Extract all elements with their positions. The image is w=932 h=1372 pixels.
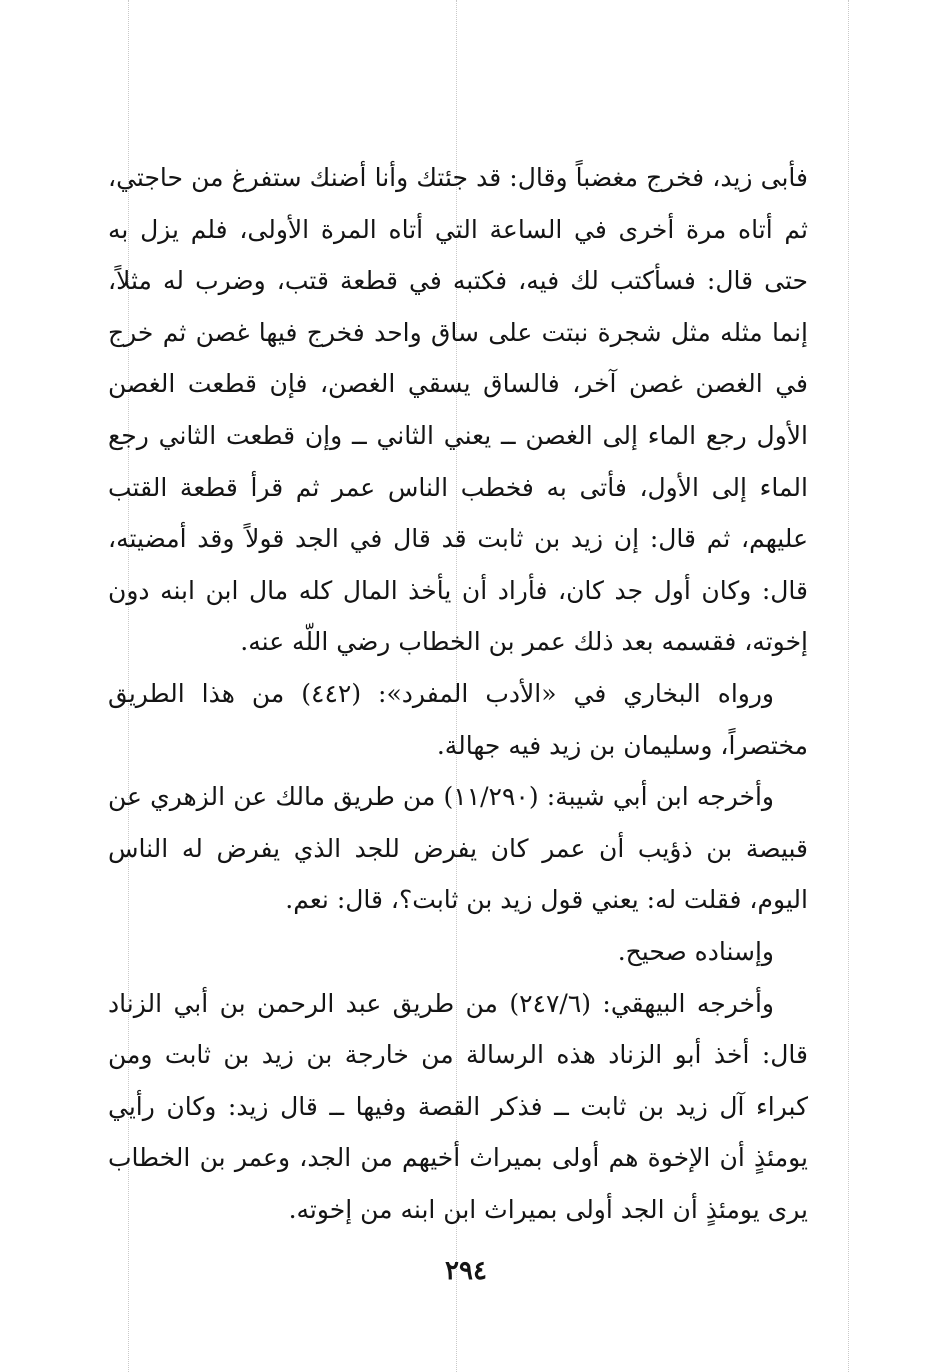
paragraph-5: وأخرجه البيهقي: (٢٤٧/٦) من طريق عبد الرحمن بن أبي الزناد قال: أخذ أبو الزناد هذه الرسالة من خارجة بن زيد بن ثابت ومن كبراء آل زيد بن ثابت ــ فذكر القصة وفيها ــ قال زيد: وكان رأيي يومئذٍ أن الإخوة هم أولى بميراث أخيهم من الجد، وعمر بن الخطاب يرى يومئذٍ أن الجد أولى بميراث ابن ابنه من إخوته. bbox=[108, 988, 808, 1224]
page-number: ٢٩٤ bbox=[445, 1256, 487, 1286]
scan-artifact-line bbox=[848, 0, 849, 1372]
paragraph-3: وأخرجه ابن أبي شيبة: (١١/٢٩٠) من طريق مالك عن الزهري عن قبيصة بن ذؤيب أن عمر كان يفرض للجد الذي يفرض له الناس اليوم، فقلت له: يعني قول زيد بن ثابت؟، قال: نعم. bbox=[108, 782, 809, 915]
paragraph-4: وإسناده صحيح. bbox=[617, 936, 774, 966]
paragraph-1: فأبى زيد، فخرج مغضباً وقال: قد جئتك وأنا أضنك ستفرغ من حاجتي، ثم أتاه مرة أخرى في الساعة التي أتاه المرة الأولى، فلم يزل به حتى قال: فسأكتب لك فيه، فكتبه في قطعة قتب، وضرب له مثلاً، إنما مثله مثل شجرة نبتت على ساق واحد فخرج فيها غصن ثم خرج في الغصن غصن آخر، فالساق يسقي الغصن، فإن قطعت الغصن الأول رجع الماء إلى الغصن ــ يعني الثاني ــ وإن قطعت الثاني رجع الماء إلى الأول، فأتى به فخطب الناس عمر ثم قرأ قطعة القتب عليهم، ثم قال: إن زيد بن ثابت قد قال في الجد قولاً وقد أمضيته، قال: وكان أول جد كان، فأراد أن يأخذ المال كله مال ابن ابنه دون إخوته، فقسمه بعد ذلك عمر بن الخطاب رضي اللّه عنه. bbox=[108, 163, 808, 657]
paragraph-2: ورواه البخاري في «الأدب المفرد»: (٤٤٢) من هذا الطريق مختصراً، وسليمان بن زيد فيه جهالة. bbox=[108, 678, 808, 760]
body-text bbox=[108, 152, 808, 1235]
